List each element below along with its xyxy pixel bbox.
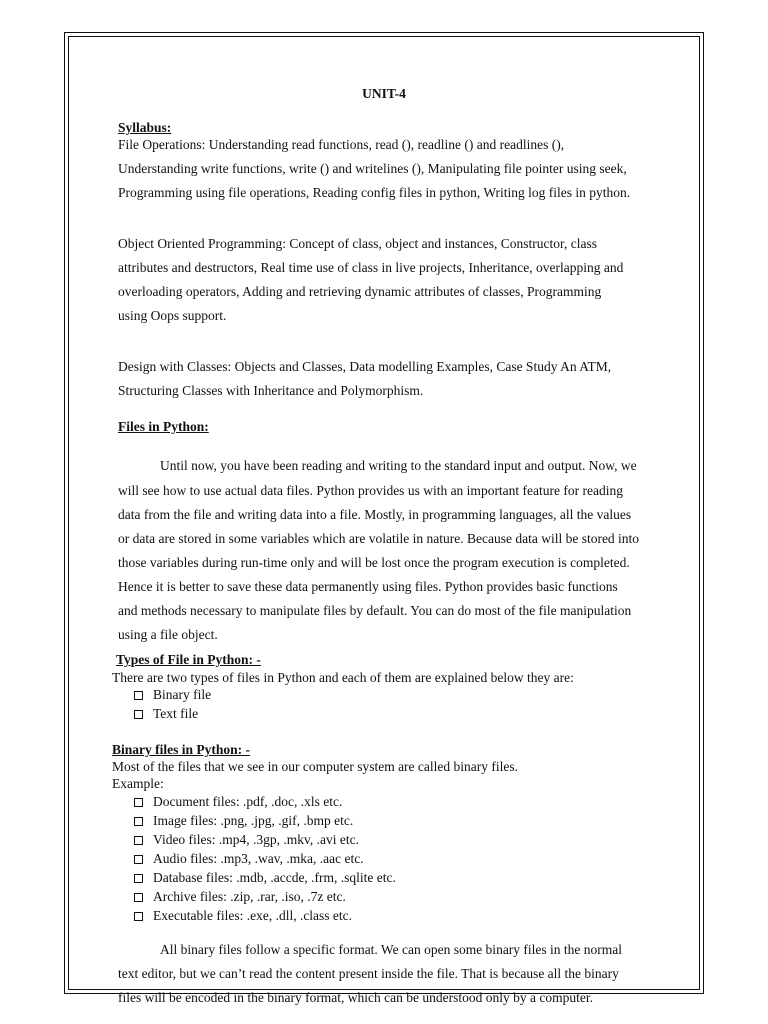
list-item: Document files: .pdf, .doc, .xls etc. — [134, 794, 342, 810]
list-item: Executable files: .exe, .dll, .class etc. — [134, 908, 352, 924]
checkbox-bullet-icon — [134, 855, 143, 864]
binary-para-line-2: text editor, but we can’t read the content present inside the file. That is because all the binary — [118, 966, 619, 981]
checkbox-bullet-icon — [134, 691, 143, 700]
files-para-line-7: and methods necessary to manipulate files by default. You can do most of the file manipulation — [118, 603, 632, 618]
files-para-line-5: those variables during run-time only and will be lost once the program execution is completed. — [118, 555, 630, 570]
files-para-line-8: using a file object. — [118, 627, 218, 642]
design-line-2: Structuring Classes with Inheritance and Polymorphism. — [118, 383, 424, 398]
types-of-file-heading: Types of File in Python: - — [116, 652, 261, 667]
unit-title: UNIT-4 — [362, 86, 406, 101]
checkbox-bullet-icon — [134, 836, 143, 845]
list-item-text-file: Text file — [134, 706, 198, 722]
binary-para-line-1: All binary files follow a specific format. We can open some binary files in the normal — [160, 942, 623, 957]
files-in-python-heading: Files in Python: — [118, 419, 209, 434]
oop-line-3: overloading operators, Adding and retrieving dynamic attributes of classes, Programming — [118, 284, 602, 299]
oop-line-2: attributes and destructors, Real time use of class in live projects, Inheritance, overlapping and — [118, 260, 624, 275]
files-para-line-1: Until now, you have been reading and writing to the standard input and output. Now, we — [160, 458, 637, 473]
checkbox-bullet-icon — [134, 874, 143, 883]
types-of-file-intro: There are two types of files in Python and each of them are explained below they are: — [112, 670, 574, 685]
files-para-line-2: will see how to use actual data files. Python provides us with an important feature for reading — [118, 483, 623, 498]
oop-line-4: using Oops support. — [118, 308, 227, 323]
syllabus-line-3: Programming using file operations, Reading config files in python, Writing log files in python. — [118, 185, 631, 200]
files-para-line-3: data from the file and writing data into a file. Mostly, in programming languages, all the values — [118, 507, 632, 522]
list-item: Archive files: .zip, .rar, .iso, .7z etc. — [134, 889, 346, 905]
binary-para-line-3: files will be encoded in the binary format, which can be understood only by a computer. — [118, 990, 593, 1005]
checkbox-bullet-icon — [134, 710, 143, 719]
syllabus-line-2: Understanding write functions, write () and writelines (), Manipulating file pointer using seek, — [118, 161, 627, 176]
binary-files-heading: Binary files in Python: - — [112, 742, 251, 757]
list-item: Video files: .mp4, .3gp, .mkv, .avi etc. — [134, 832, 359, 848]
files-para-line-6: Hence it is better to save these data permanently using files. Python provides basic functions — [118, 579, 618, 594]
syllabus-heading: Syllabus: — [118, 120, 172, 135]
checkbox-bullet-icon — [134, 893, 143, 902]
checkbox-bullet-icon — [134, 912, 143, 921]
syllabus-line-1: File Operations: Understanding read functions, read (), readline () and readlines (), — [118, 137, 565, 152]
list-item: Database files: .mdb, .accde, .frm, .sqlite etc. — [134, 870, 396, 886]
list-item: Audio files: .mp3, .wav, .mka, .aac etc. — [134, 851, 364, 867]
binary-files-intro: Most of the files that we see in our computer system are called binary files. — [112, 759, 519, 774]
list-item: Image files: .png, .jpg, .gif, .bmp etc. — [134, 813, 353, 829]
binary-files-example-label: Example: — [112, 776, 164, 791]
checkbox-bullet-icon — [134, 817, 143, 826]
checkbox-bullet-icon — [134, 798, 143, 807]
oop-line-1: Object Oriented Programming: Concept of class, object and instances, Constructor, class — [118, 236, 597, 251]
files-para-line-4: or data are stored in some variables which are volatile in nature. Because data will be stored into — [118, 531, 640, 546]
design-line-1: Design with Classes: Objects and Classes, Data modelling Examples, Case Study An ATM, — [118, 359, 612, 374]
list-item-binary-file: Binary file — [134, 687, 211, 703]
